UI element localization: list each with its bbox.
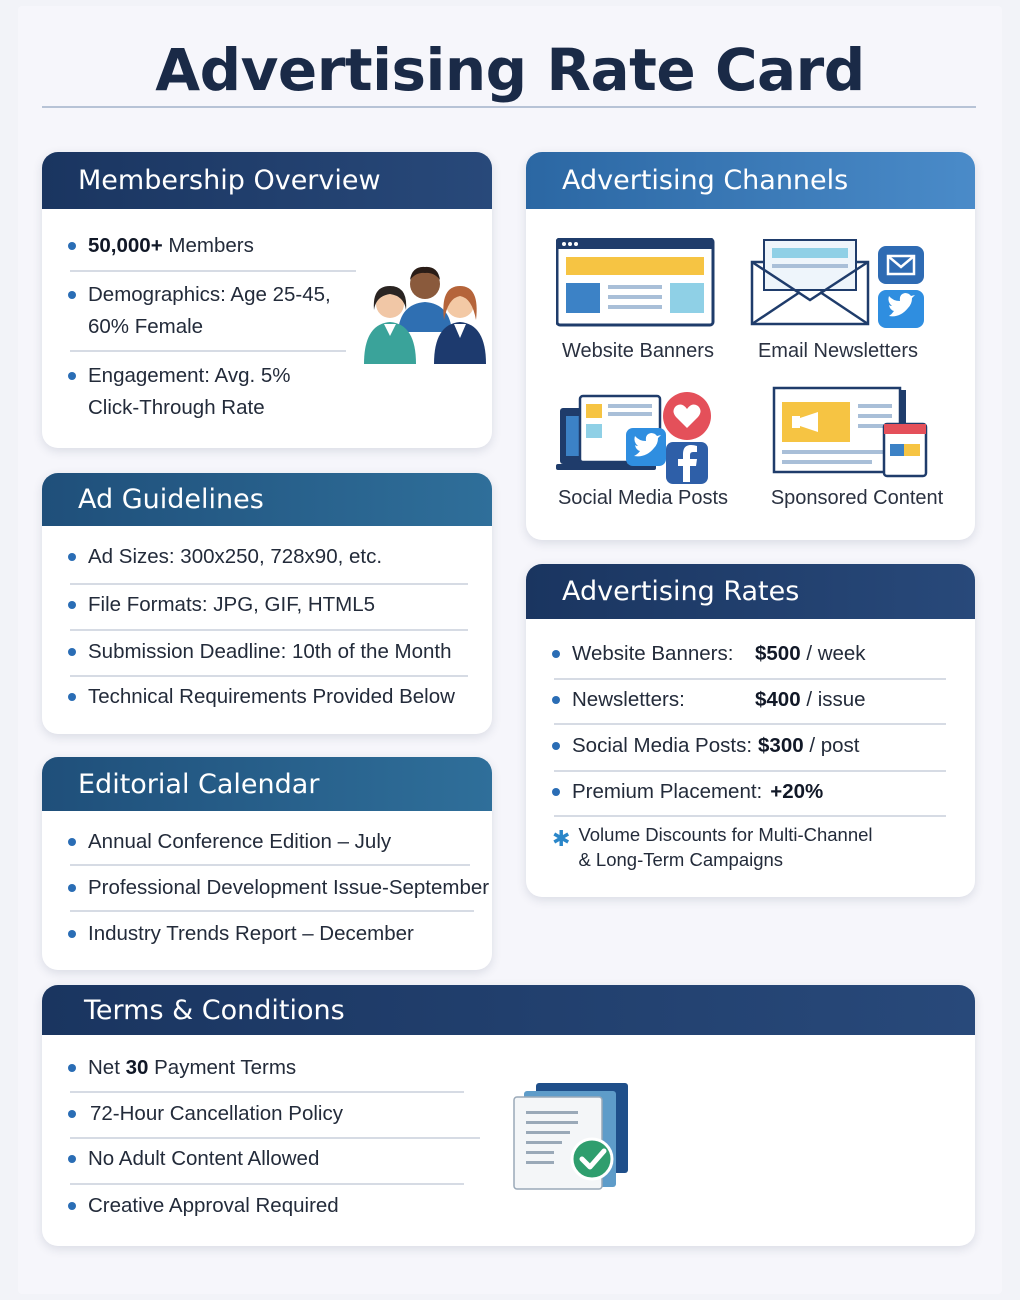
guideline-item bbox=[68, 636, 452, 668]
rate-item bbox=[552, 638, 866, 670]
guideline-item bbox=[68, 589, 375, 621]
bullet bbox=[552, 788, 560, 796]
bullet bbox=[68, 1064, 76, 1072]
bullet bbox=[68, 930, 76, 938]
bullet bbox=[68, 693, 76, 701]
bullet bbox=[68, 838, 76, 846]
net-prefix: Net bbox=[88, 1056, 120, 1079]
bullet bbox=[68, 884, 76, 892]
terms-conditions-header: Terms & Conditions bbox=[42, 985, 975, 1035]
guideline-item bbox=[68, 541, 382, 573]
approved-document-icon bbox=[510, 1081, 634, 1193]
ad-guidelines-card bbox=[42, 473, 492, 734]
rate-label: Premium Placement: bbox=[572, 780, 763, 803]
rate-label: Website Banners: bbox=[572, 642, 734, 665]
title-divider bbox=[42, 106, 976, 108]
social-media-devices-icon bbox=[556, 388, 716, 484]
terms-item bbox=[68, 1052, 296, 1084]
membership-overview-card bbox=[42, 152, 492, 448]
terms-text: 72-Hour Cancellation Policy bbox=[90, 1102, 343, 1125]
sponsored-article-icon bbox=[770, 386, 930, 482]
engagement-line1: Engagement: Avg. 5% bbox=[88, 364, 291, 387]
bullet bbox=[68, 291, 76, 299]
bullet bbox=[552, 696, 560, 704]
editorial-calendar-header: Editorial Calendar bbox=[42, 757, 492, 811]
rate-unit: / post bbox=[809, 734, 860, 757]
rate-item bbox=[552, 730, 859, 762]
volume-discount-note bbox=[552, 822, 873, 872]
editorial-calendar-card bbox=[42, 757, 492, 970]
rate-price: +20% bbox=[770, 780, 824, 803]
guideline-text: File Formats: JPG, GIF, HTML5 bbox=[88, 593, 376, 616]
channel-label-website-banners: Website Banners bbox=[562, 340, 714, 362]
rate-price: $400 bbox=[755, 688, 801, 711]
separator bbox=[554, 770, 946, 772]
bullet bbox=[68, 372, 76, 380]
people-group-icon bbox=[360, 262, 490, 366]
separator bbox=[70, 583, 468, 585]
engagement-item bbox=[68, 360, 291, 424]
bullet bbox=[552, 742, 560, 750]
bullet bbox=[68, 242, 76, 250]
calendar-text: Professional Development Issue-September bbox=[88, 876, 490, 899]
calendar-item bbox=[68, 826, 391, 858]
terms-text: Creative Approval Required bbox=[88, 1194, 339, 1217]
calendar-item bbox=[68, 918, 414, 950]
bullet bbox=[68, 553, 76, 561]
separator bbox=[70, 864, 470, 866]
rate-item bbox=[552, 684, 866, 716]
rate-price: $300 bbox=[758, 734, 804, 757]
rate-label: Social Media Posts: bbox=[572, 734, 753, 757]
separator bbox=[70, 1183, 464, 1185]
terms-conditions-card bbox=[42, 985, 975, 1246]
members-label: Members bbox=[168, 234, 254, 257]
separator bbox=[70, 270, 356, 272]
separator bbox=[70, 350, 346, 352]
website-browser-icon bbox=[556, 238, 716, 328]
advertising-rates-card bbox=[526, 564, 975, 897]
rate-unit: / week bbox=[806, 642, 866, 665]
members-count-item bbox=[68, 230, 254, 262]
advertising-channels-header: Advertising Channels bbox=[526, 152, 975, 209]
guideline-text: Technical Requirements Provided Below bbox=[88, 685, 455, 708]
bullet bbox=[68, 1202, 76, 1210]
calendar-item bbox=[68, 872, 489, 904]
ad-guidelines-header: Ad Guidelines bbox=[42, 473, 492, 526]
calendar-text: Industry Trends Report – December bbox=[88, 922, 414, 945]
asterisk-icon: ✱ bbox=[552, 826, 571, 851]
email-envelope-icon bbox=[750, 236, 930, 332]
guideline-item bbox=[68, 681, 455, 713]
demographics-item bbox=[68, 279, 331, 343]
advertising-channels-card bbox=[526, 152, 975, 540]
channel-label-email-newsletters: Email Newsletters bbox=[757, 340, 919, 362]
channel-label-sponsored-content: Sponsored Content bbox=[770, 487, 944, 509]
bullet bbox=[68, 1155, 76, 1163]
separator bbox=[70, 1091, 464, 1093]
engagement-line2: Click-Through Rate bbox=[88, 396, 265, 419]
discount-line1: Volume Discounts for Multi-Channel bbox=[578, 824, 873, 845]
terms-item bbox=[68, 1190, 339, 1222]
separator bbox=[554, 678, 946, 680]
rate-label: Newsletters: bbox=[572, 688, 685, 711]
rate-price: $500 bbox=[755, 642, 801, 665]
separator bbox=[70, 675, 468, 677]
guideline-text: Ad Sizes: 300x250, 728x90, etc. bbox=[88, 545, 383, 568]
separator bbox=[70, 629, 468, 631]
terms-item bbox=[68, 1143, 319, 1175]
membership-overview-header: Membership Overview bbox=[42, 152, 492, 209]
terms-item bbox=[68, 1098, 343, 1130]
guideline-text: Submission Deadline: 10th of the Month bbox=[88, 640, 452, 663]
bullet bbox=[552, 650, 560, 658]
discount-line2: & Long-Term Campaigns bbox=[578, 849, 784, 870]
advertising-rates-header: Advertising Rates bbox=[526, 564, 975, 619]
rate-item bbox=[552, 776, 823, 808]
separator bbox=[554, 815, 946, 817]
members-count: 50,000+ bbox=[88, 234, 163, 257]
separator bbox=[554, 723, 946, 725]
rate-unit: / issue bbox=[806, 688, 866, 711]
separator bbox=[70, 1137, 480, 1139]
terms-text: No Adult Content Allowed bbox=[88, 1147, 320, 1170]
net-suffix: Payment Terms bbox=[154, 1056, 297, 1079]
demographics-line1: Demographics: Age 25-45, bbox=[88, 283, 331, 306]
channel-label-social-media-posts: Social Media Posts bbox=[557, 487, 729, 509]
calendar-text: Annual Conference Edition – July bbox=[88, 830, 392, 853]
bullet bbox=[68, 601, 76, 609]
separator bbox=[70, 910, 474, 912]
net-days: 30 bbox=[125, 1056, 149, 1079]
page-title: Advertising Rate Card bbox=[155, 36, 865, 104]
demographics-line2: 60% Female bbox=[88, 315, 204, 338]
bullet bbox=[68, 648, 76, 656]
bullet bbox=[68, 1110, 76, 1118]
